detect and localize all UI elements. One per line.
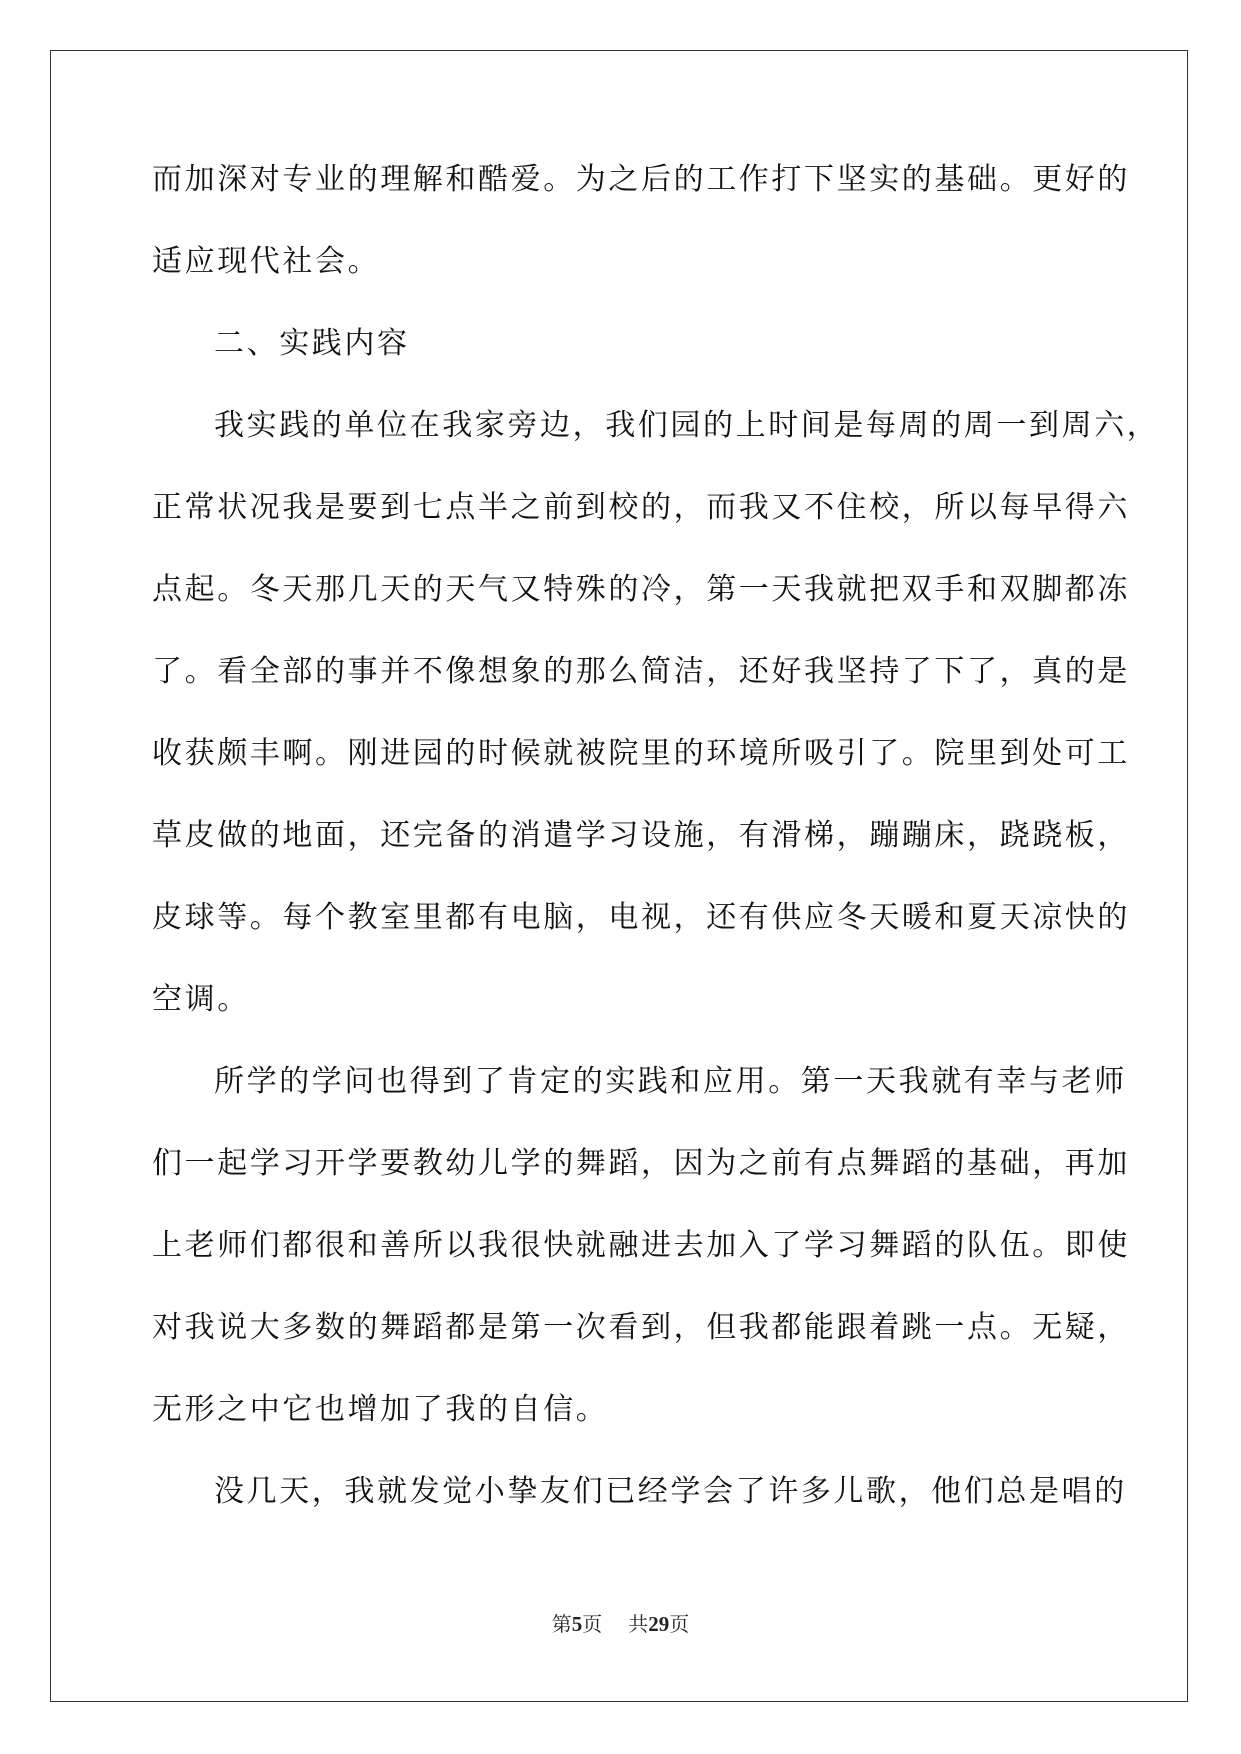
page-footer [0,1612,1241,1636]
text-line: 所学的学问也得到了肯定的实践和应用。第一天我就有幸与老师 [214,1064,1127,1099]
total-prefix: 共 [628,1612,649,1636]
text-line: 适应现代社会。 [152,244,381,279]
text-line: 们一起学习开学要教幼儿学的舞蹈，因为之前有点舞蹈的基础，再加 [152,1146,1130,1181]
text-line: 而加深对专业的理解和酷爱。为之后的工作打下坚实的基础。更好的 [152,162,1130,197]
document-body [152,160,1160,1554]
text-line: 我实践的单位在我家旁边，我们园的上时间是每周的周一到周六， [214,408,1160,443]
text-line: 收获颇丰啊。刚进园的时候就被院里的环境所吸引了。院里到处可工 [152,736,1130,771]
text-line: 皮球等。每个教室里都有电脑，电视，还有供应冬天暖和夏天凉快的 [152,900,1130,935]
text-line: 了。看全部的事并不像想象的那么简洁，还好我坚持了下了，真的是 [152,654,1130,689]
text-line: 点起。冬天那几天的天气又特殊的冷，第一天我就把双手和双脚都冻 [152,572,1130,607]
text-line: 空调。 [152,982,250,1017]
text-line: 正常状况我是要到七点半之前到校的，而我又不住校，所以每早得六 [152,490,1130,525]
text-line: 上老师们都很和善所以我很快就融进去加入了学习舞蹈的队伍。即使 [152,1228,1130,1263]
text-line: 对我说大多数的舞蹈都是第一次看到，但我都能跟着跳一点。无疑， [152,1310,1130,1345]
page-suffix: 页 [582,1612,603,1636]
total-pages: 29 [648,1612,670,1636]
text-line: 草皮做的地面，还完备的消遣学习设施，有滑梯，蹦蹦床，跷跷板， [152,818,1130,853]
page-number: 5 [571,1612,583,1636]
page-prefix: 第 [551,1612,572,1636]
total-suffix: 页 [669,1612,690,1636]
text-line: 没几天，我就发觉小挚友们已经学会了许多儿歌，他们总是唱的 [214,1474,1127,1509]
text-line: 无形之中它也增加了我的自信。 [152,1392,609,1427]
section-heading: 二、实践内容 [214,326,410,361]
